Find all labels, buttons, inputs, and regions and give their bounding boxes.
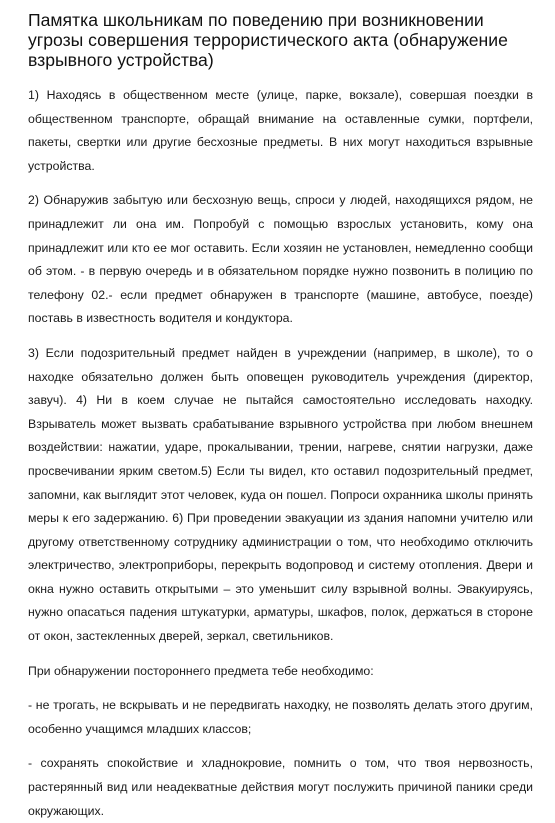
paragraph-2: 2) Обнаружив забытую или бесхозную вещь, спроси у людей, находящихся рядом, не принадлежит ли она им. Попробуй с помощью взрослых установить, кому она принадлежит или кто ее мог оставить. Если хозяин не установлен, немедленно сообщи об этом. - в первую очередь и в обязательном порядке нужно позвонить в полицию по телефону 02.- если предмет обнаружен в транспорте (машине, автобусе, поезде) поставь в известность водителя и кондуктора. xyxy=(28,193,533,326)
paragraph-6: - сохранять спокойствие и хладнокровие, помнить о том, что твоя нервозность, растерянный вид или неадекватные действия могут послужить причиной паники среди окружающих. xyxy=(28,756,533,818)
paragraph-4: При обнаружении постороннего предмета тебе необходимо: xyxy=(28,663,374,678)
paragraph-5: - не трогать, не вскрывать и не передвигать находку, не позволять делать этого другим, особенно учащимся младших классов; xyxy=(28,698,533,736)
document-title: Памятка школьникам по поведению при возникновении угрозы совершения террористического акта (обнаружение взрывного устройства) xyxy=(28,10,508,70)
paragraph-3: 3) Если подозрительный предмет найден в учреждении (например, в школе), то о находке обязательно должен быть оповещен руководитель учреждения (директор, завуч). 4) Ни в коем случае не пытайся самостоятельно исследовать находку. Взрыватель может вызвать срабатывание взрывного устройства при любом внешнем воздействии: нажатии, ударе, прокалывании, трении, нагреве, снятии нагрузки, даже просвечивании ярким светом.5) Если ты видел, кто оставил подозрительный предмет, запомни, как выглядит этот человек, куда он пошел. Попроси охранника школы принять меры к его задержанию. 6) При проведении эвакуации из здания напомни учителю или другому ответственному сотруднику администрации о том, что необходимо отключить электричество, электроприборы, перекрыть водопровод и систему отопления. Двери и окна нужно оставить открытыми – это уменьшит силу взрывной волны. Эвакуируясь, нужно опасаться падения штукатурки, арматуры, шкафов, полок, держаться в стороне от окон, застекленных дверей, зеркал, светильников. xyxy=(28,345,533,644)
paragraph-1: 1) Находясь в общественном месте (улице, парке, вокзале), совершая поездки в общественном транспорте, обращай внимание на оставленные сумки, портфели, пакеты, свертки или другие бесхозные предметы. В них могут находиться взрывные устройства. xyxy=(28,88,533,173)
